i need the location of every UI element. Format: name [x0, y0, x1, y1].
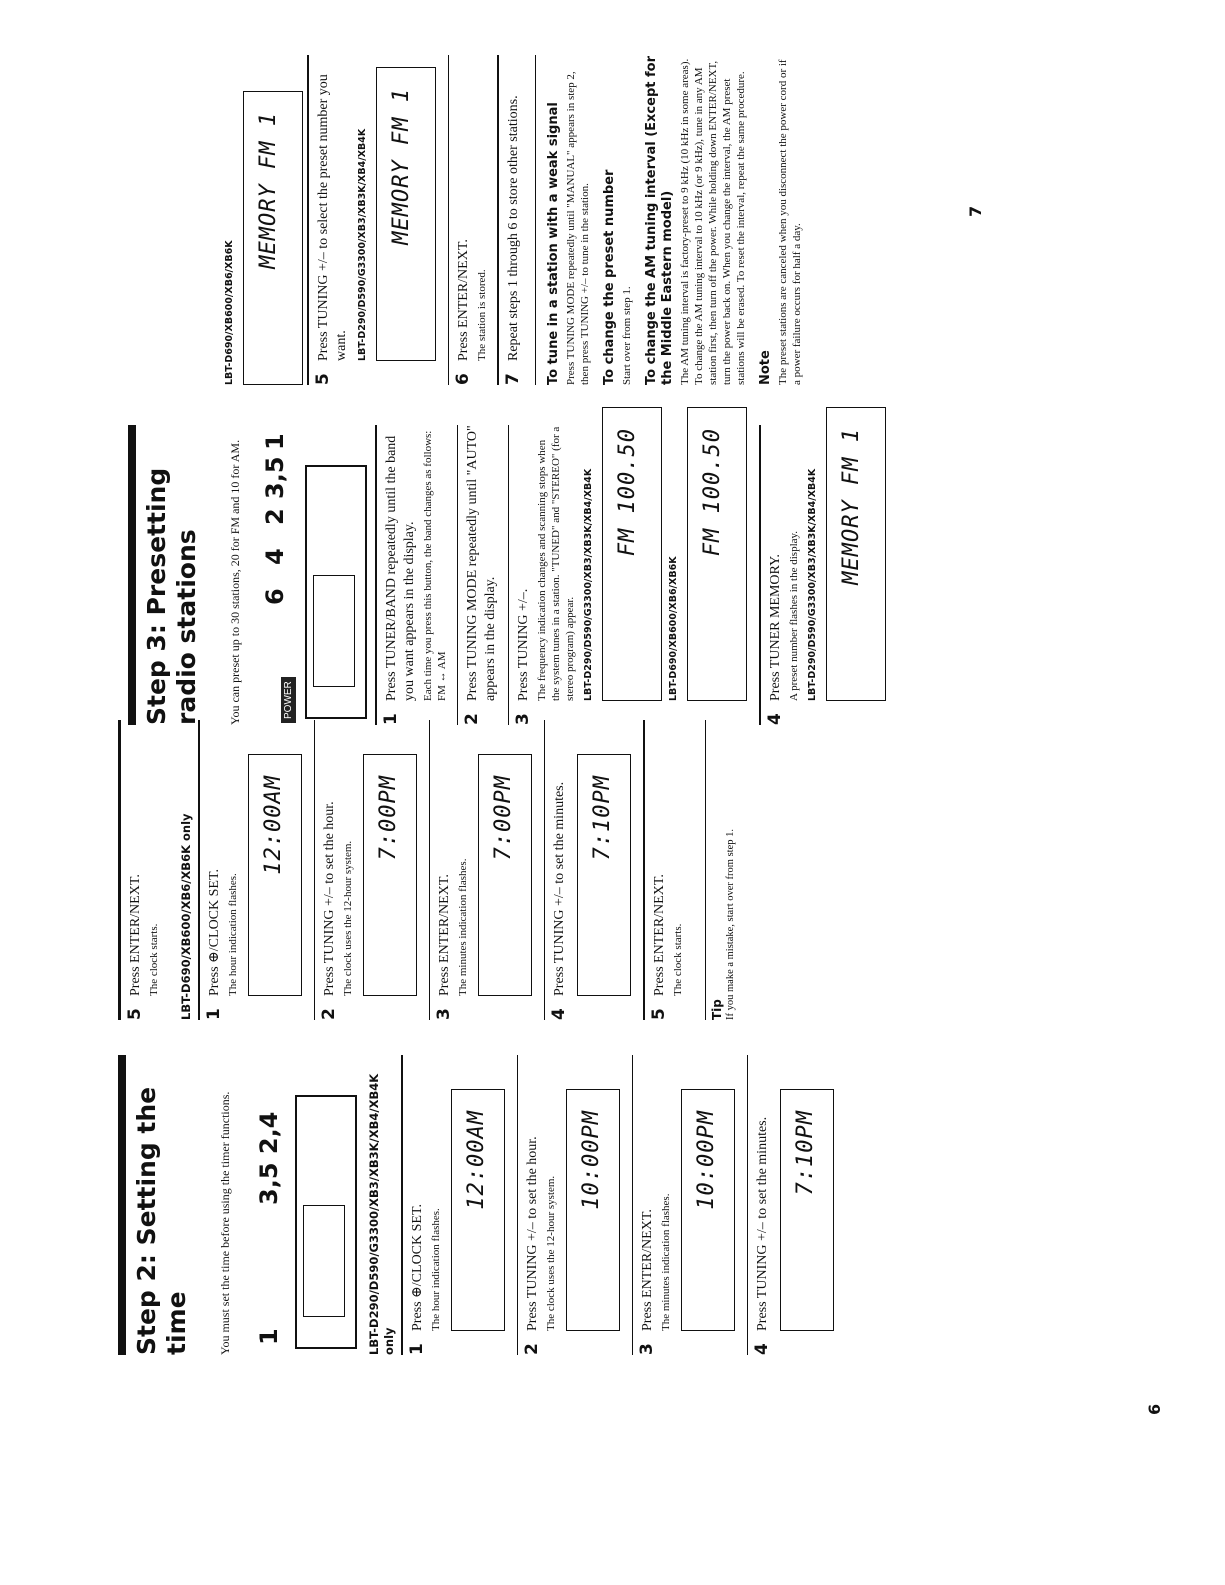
step-number: 2: [522, 1343, 542, 1355]
section-note-text: The preset stations are canceled when you disconnect the power cord or if a power failure occurs for half a day.: [777, 59, 803, 385]
step-subtext: The clock uses the 12-hour system.: [342, 840, 354, 996]
step-text: Press TUNER MEMORY.: [768, 554, 783, 701]
step2-column-a: [118, 1055, 846, 1355]
step-subtext: The minutes indication flashes.: [660, 1193, 672, 1331]
step3-step-2: [457, 425, 508, 725]
step-text: Repeat steps 1 through 6 to store other stations.: [506, 95, 521, 361]
lcd-value: FM 100.50: [615, 428, 640, 557]
step-text: Press TUNING +/–.: [516, 588, 531, 701]
step-number: 1: [381, 713, 401, 725]
step2-a-step-5: [118, 720, 169, 1020]
step-text: Press ENTER/NEXT.: [640, 1209, 655, 1331]
lcd-display: [681, 1089, 735, 1331]
step-text: Press ENTER/NEXT.: [128, 874, 143, 996]
model-b-heading: LBT-D690/XB600/XB6/XB6K only: [179, 813, 193, 1020]
step-text: Press TUNING +/– to set the minutes.: [552, 781, 567, 996]
step-number: 4: [752, 1343, 772, 1355]
step2-intro: You must set the time before using the timer functions.: [218, 1091, 232, 1355]
lcd-display: [451, 1089, 505, 1331]
lcd-display: [363, 754, 417, 996]
lcd-value: 12:00AM: [261, 775, 286, 875]
step-subtext: The frequency indication changes and scanning stops when the system tunes in a station. "TUNED" and "STEREO" (for a stereo program) appear.: [536, 426, 576, 701]
step3-step-1: [375, 425, 457, 725]
step-text: Press TUNING +/– to select the preset number you want.: [316, 74, 349, 361]
step-text: Press TUNER/BAND repeatedly until the band you want appears in the display.: [384, 435, 417, 701]
lcd-display: [243, 91, 303, 385]
step-number: 1: [204, 1008, 224, 1020]
step2-title: Step 2: Setting the time: [118, 1055, 192, 1355]
step-subtext: The clock uses the 12-hour system.: [545, 1175, 557, 1331]
lcd-value: 10:00PM: [579, 1110, 604, 1210]
model-label: LBT-D690/XB600/XB6/XB6K: [668, 556, 679, 701]
step-number: 5: [649, 1008, 669, 1020]
step3-column-b: [218, 55, 804, 385]
step3-step-4: [759, 425, 898, 725]
page-number-right: 7: [966, 205, 985, 217]
step-number: 7: [503, 373, 523, 385]
step-number: 3: [434, 1008, 454, 1020]
step2-a-step-4: [747, 1055, 846, 1355]
section-note-heading: Note: [758, 350, 773, 385]
lcd-value: 7:10PM: [793, 1110, 818, 1196]
step3-step-7: [497, 55, 531, 385]
lcd-value: MEMORY FM 1: [256, 112, 281, 269]
tip-heading: Tip: [705, 720, 724, 1020]
callout-35: 3,5: [261, 456, 289, 499]
step-text: Press TUNING +/– to set the hour.: [525, 1136, 540, 1331]
step-subtext: The clock starts.: [672, 923, 684, 996]
step-text: Press TUNING +/– to set the hour.: [322, 801, 337, 996]
step-number: 2: [462, 713, 482, 725]
section-weak-signal-heading: To tune in a station with a weak signal: [546, 102, 561, 385]
lcd-value: 12:00AM: [464, 1110, 489, 1210]
step-number: 5: [125, 1008, 145, 1020]
step-subtext: The minutes indication flashes.: [457, 858, 469, 996]
step2-b-step-2: [314, 720, 429, 1020]
lcd-display: [566, 1089, 620, 1331]
lcd-display: [602, 407, 662, 701]
section-preset-heading: To change the preset number: [602, 169, 617, 385]
section-weak-signal-text: Press TUNING MODE repeatedly until "MANUAL" appears in step 2, then press TUNING +/– to tune in the station.: [565, 71, 591, 385]
lcd-display: [478, 754, 532, 996]
section-am-interval-text: The AM tuning interval is factory-preset to 9 kHz (10 kHz in some areas). To change the AM tuning interval to 10 kHz (or 9 kHz), tune in any AM station first, then turn off the power. While holding down ENTER/NEXT, turn the power back on. When you change the interval, the AM preset stations will be erased. To reset the interval, repeat the same procedure.: [679, 58, 747, 385]
step-text: Press ⊕/CLOCK SET.: [410, 1204, 425, 1331]
display-window: [313, 575, 355, 687]
callout-2: 2: [261, 508, 289, 525]
step-text: Press TUNING MODE repeatedly until "AUTO" appears in the display.: [465, 425, 498, 701]
lcd-value: 7:10PM: [590, 775, 615, 861]
lcd-value: 10:00PM: [694, 1110, 719, 1210]
step-number: 3: [513, 713, 533, 725]
step-number: 4: [549, 1008, 569, 1020]
step3-step-3: [508, 425, 759, 725]
step-text: Press ⊕/CLOCK SET.: [207, 869, 222, 996]
step3-title: Step 3: Presetting radio stations: [128, 425, 202, 725]
display-window: [303, 1205, 345, 1317]
callout-6: 6: [261, 588, 289, 605]
lcd-display: [687, 407, 747, 701]
step2-unit-figure: [245, 1055, 357, 1355]
step3-intro: You can preset up to 30 stations, 20 for FM and 10 for AM.: [228, 439, 242, 725]
step-text: Press ENTER/NEXT.: [437, 874, 452, 996]
step-subtext: The clock starts.: [148, 923, 160, 996]
step2-b-step-3: [429, 720, 544, 1020]
step2-a-step-3: [632, 1055, 747, 1355]
lcd-display: [248, 754, 302, 996]
section-divider: [535, 55, 536, 385]
step3-unit-figure: [255, 425, 367, 725]
step-text: Press ENTER/NEXT.: [456, 239, 471, 361]
step-number: 4: [765, 713, 785, 725]
step-number: 5: [313, 373, 333, 385]
step3-step-5: [307, 55, 448, 385]
step2-a-step-2: [517, 1055, 632, 1355]
model-a-heading: LBT-D290/D590/G3300/XB3/XB3K/XB4/XB4K only: [367, 1073, 396, 1355]
step-number: 2: [319, 1008, 339, 1020]
lcd-value: MEMORY FM 1: [839, 428, 864, 585]
step-text: Press TUNING +/– to set the minutes.: [755, 1116, 770, 1331]
callout-1: 1: [255, 1328, 283, 1345]
model-label: LBT-D690/XB600/XB6/XB6K: [224, 240, 235, 385]
lcd-display: [826, 407, 886, 701]
lcd-value: MEMORY FM 1: [389, 88, 414, 245]
step2-a-step-1: [401, 1055, 517, 1355]
step-subtext: The hour indication flashes.: [227, 873, 239, 996]
callout-1b: 1: [261, 433, 289, 450]
lcd-display: [780, 1089, 834, 1331]
step2-b-step-4: [544, 720, 643, 1020]
lcd-display: [376, 67, 436, 361]
model-label: LBT-D290/D590/G3300/XB3/XB3K/XB4/XB4K: [807, 468, 818, 701]
step2-b-step-1: [198, 720, 314, 1020]
model-label: LBT-D290/D590/G3300/XB3/XB3K/XB4/XB4K: [583, 468, 594, 701]
section-am-interval-heading: To change the AM tuning interval (Except for the Middle Eastern model): [644, 56, 675, 385]
step-number: 3: [637, 1343, 657, 1355]
tip-text: If you make a mistake, start over from step 1.: [725, 829, 736, 1020]
step-subtext: The station is stored.: [476, 269, 488, 361]
lcd-value: 7:00PM: [376, 775, 401, 861]
step3-step-6: [448, 55, 497, 385]
step2-column-b: [118, 720, 737, 1020]
step-number: 1: [407, 1343, 427, 1355]
callout-4: 4: [261, 548, 289, 565]
lcd-value: FM 100.50: [700, 428, 725, 557]
lcd-display: [577, 754, 631, 996]
page-number-left: 6: [1145, 1403, 1164, 1415]
model-label: LBT-D290/D590/G3300/XB3/XB3K/XB4/XB4K: [357, 128, 368, 361]
step-subtext: A preset number flashes in the display.: [788, 530, 800, 701]
step3-column-a: [128, 425, 898, 725]
callout-352-4: 3,5 2,4: [255, 1111, 283, 1205]
step-text: Press ENTER/NEXT.: [652, 874, 667, 996]
step2-b-step-5: [643, 720, 693, 1020]
section-preset-text: Start over from step 1.: [621, 286, 633, 385]
stereo-unit-illustration: [305, 465, 367, 719]
step-number: 6: [453, 373, 473, 385]
lcd-value: 7:00PM: [491, 775, 516, 861]
step-subtext: Each time you press this button, the band changes as follows: FM ↔ AM: [422, 430, 448, 701]
stereo-unit-illustration: [295, 1095, 357, 1349]
power-label: POWER: [281, 677, 296, 723]
step-subtext: The hour indication flashes.: [430, 1208, 442, 1331]
